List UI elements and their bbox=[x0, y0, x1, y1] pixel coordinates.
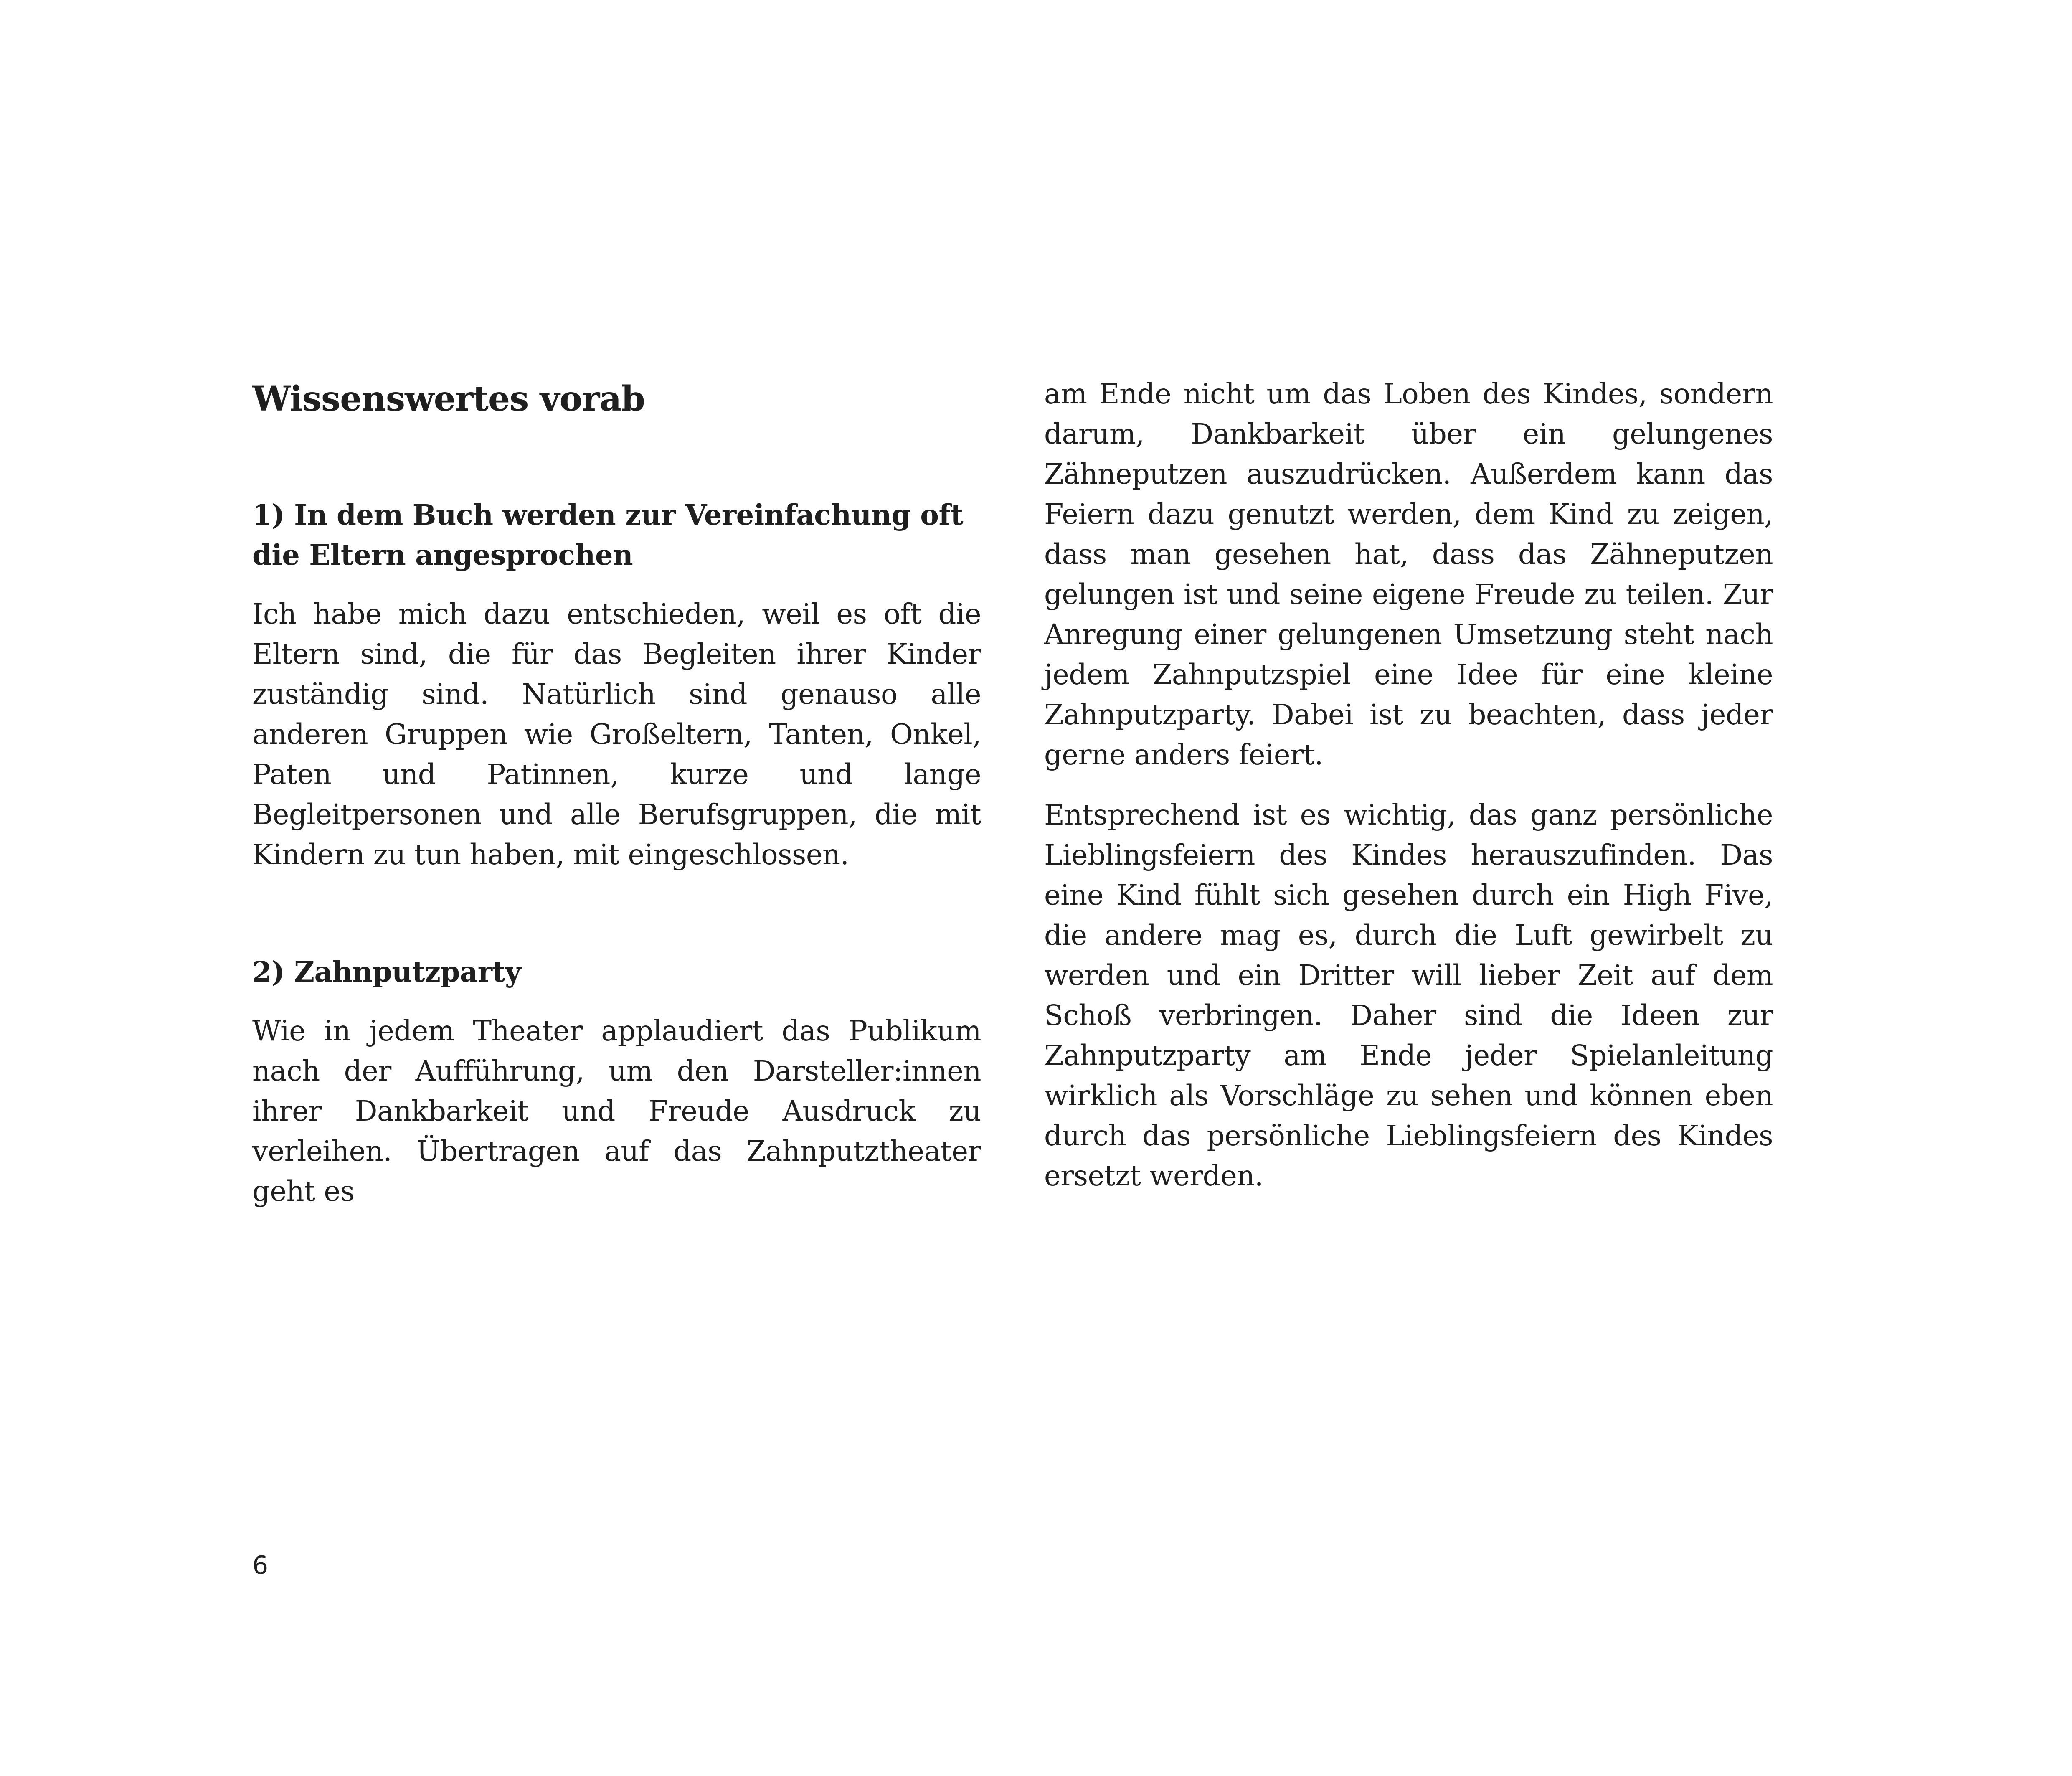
page-number: 6 bbox=[252, 1551, 269, 1580]
section-heading-zahnputzparty: 2) Zahnputzparty bbox=[252, 955, 521, 988]
paragraph-feiern: am Ende nicht um das Loben des Kindes, sondern darum, Dankbarkeit über ein gelungenes Zähneputzen auszudrücken. Außerdem kann das Feiern dazu genutzt werden, dem Kind zu zeigen, dass man gesehen hat, dass das Zähneputzen gelungen ist und seine eigene Freude zu teilen. Zur Anregung einer gelungenen Umsetzung steht nach jedem Zahnputzspiel eine Idee für eine kleine Zahnputzparty. Dabei ist zu beachten, dass jeder gerne anders feiert. bbox=[1044, 378, 1773, 771]
page-title: Wissenswertes vorab bbox=[252, 379, 645, 419]
left-column bbox=[252, 374, 981, 1211]
paragraph-eltern: Ich habe mich dazu entschieden, weil es oft die Eltern sind, die für das Begleiten ihrer Kinder zuständig sind. Natürlich sind genauso alle anderen Gruppen wie Großeltern, Tanten, Onkel, Paten und Patinnen, kurze und lange Begleitpersonen und alle Berufsgruppen, die mit Kindern zu tun haben, mit eingeschlossen. bbox=[252, 598, 981, 871]
paragraph-lieblingsfeiern: Entsprechend ist es wichtig, das ganz persönliche Lieblingsfeiern des Kindes herauszufinden. Das eine Kind fühlt sich gesehen durch ein High Five, die andere mag es, durch die Luft gewirbelt zu werden und ein Dritter will lieber Zeit auf dem Schoß verbringen. Daher sind die Ideen zur Zahnputzparty am Ende jeder Spielanleitung wirklich als Vorschläge zu sehen und können eben durch das persönliche Lieblingsfeiern des Kindes ersetzt werden. bbox=[1044, 799, 1773, 1192]
paragraph-theater: Wie in jedem Theater applaudiert das Publikum nach der Aufführung, um den Darsteller:innen ihrer Dankbarkeit und Freude Ausdruck zu verleihen. Übertragen auf das Zahnputztheater geht es bbox=[252, 1015, 981, 1208]
right-column bbox=[1044, 374, 1773, 1196]
section-heading-eltern: 1) In dem Buch werden zur Vereinfachung oft die Eltern angesprochen bbox=[252, 498, 964, 571]
